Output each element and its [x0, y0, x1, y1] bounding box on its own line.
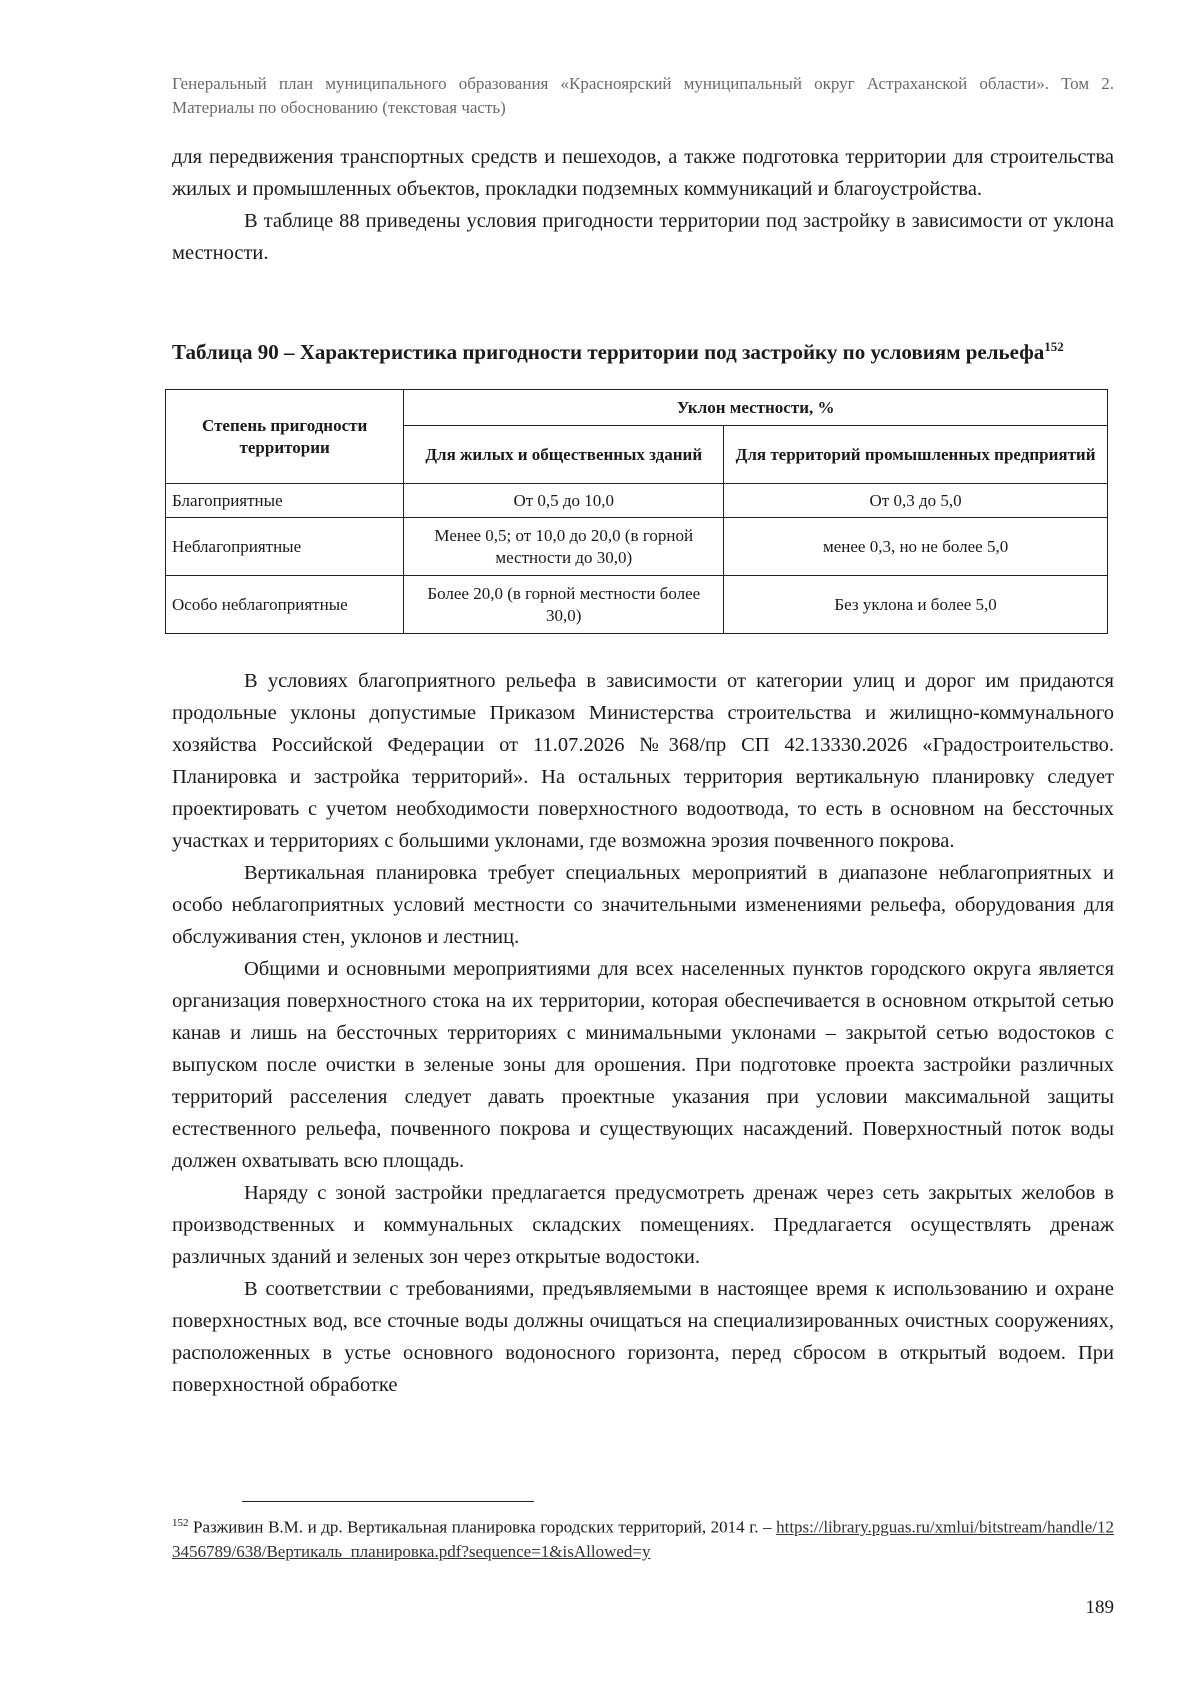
paragraph-7: В соответствии с требованиями, предъявляемыми в настоящее время к использованию и охране поверхностных вод, все сточные воды должны очищаться на специализированных очистных сооружениях, расположенных в устье основного водоносного горизонта, перед сбросом в открытый водоем. При поверхностной обработке — [172, 1278, 1114, 1396]
cell-industrial: Без уклона и более 5,0 — [724, 576, 1108, 634]
table-row — [166, 484, 1108, 518]
paragraph-1: для передвижения транспортных средств и пешеходов, а также подготовка территории для строительства жилых и промышленных объектов, прокладки подземных коммуникаций и благоустройства. — [172, 146, 1114, 200]
cell-residential: Более 20,0 (в горной местности более 30,0) — [404, 576, 724, 634]
cell-degree: Неблагоприятные — [166, 518, 404, 576]
header-slope-group: Уклон местности, % — [404, 390, 1108, 426]
cell-residential: От 0,5 до 10,0 — [404, 484, 724, 518]
running-header: Генеральный план муниципального образования «Красноярский муниципальный округ Астраханской области». Том 2. Материалы по обоснованию (текстовая часть) — [172, 74, 1114, 117]
header-industrial: Для территорий промышленных предприятий — [724, 426, 1108, 484]
footnote — [172, 1511, 1114, 1564]
table-row — [166, 518, 1108, 576]
table-row — [166, 576, 1108, 634]
paragraph-5: Общими и основными мероприятиями для всех населенных пунктов городского округа является организация поверхностного стока на их территории, которая обеспечивается в основном открытой сетью канав и лишь на бессточных территориях с минимальными уклонами – закрытой сетью водостоков с выпуском после очистки в зеленые зоны для орошения. При подготовке проекта застройки различных территорий расселения следует давать проектные указания при условии максимальной защиты естественного рельефа, почвенного покрова и существующих насаждений. Поверхностный поток воды должен охватывать всю площадь. — [172, 958, 1114, 1172]
header-residential: Для жилых и общественных зданий — [404, 426, 724, 484]
footnote-ref[interactable]: 152 — [1044, 339, 1064, 354]
paragraph-2: В таблице 88 приведены условия пригодности территории под застройку в зависимости от уклона местности. — [172, 210, 1114, 264]
header-degree: Степень пригодности территории — [166, 390, 404, 484]
paragraph-4: Вертикальная планировка требует специальных мероприятий в диапазоне неблагоприятных и особо неблагоприятных условий местности со значительными изменениями рельефа, оборудования для обслуживания стен, уклонов и лестниц. — [172, 862, 1114, 948]
table-caption — [172, 334, 1114, 365]
cell-residential: Менее 0,5; от 10,0 до 20,0 (в горной местности до 30,0) — [404, 518, 724, 576]
cell-degree: Особо неблагоприятные — [166, 576, 404, 634]
relief-suitability-table — [165, 389, 1108, 634]
page-number: 189 — [1085, 1597, 1114, 1618]
footnote-text: Разживин В.М. и др. Вертикальная планировка городских территорий, 2014 г. – — [193, 1517, 772, 1537]
footnote-link[interactable]: https://library.pguas.ru/xmlui/bitstream/handle/123456789/638/Вертикаль_планировка.pdf?sequence=1&isAllowed=y — [172, 1517, 1114, 1561]
table-caption-text: Таблица 90 – Характеристика пригодности территории под застройку по условиям рельефа — [172, 340, 1045, 364]
footnote-separator — [242, 1501, 534, 1502]
paragraph-3: В условиях благоприятного рельефа в зависимости от категории улиц и дорог им придаются продольные уклоны допустимые Приказом Министерства строительства и жилищно-коммунального хозяйства Российской Федерации от 11.07.2026 №368/пр СП 42.13330.2026 «Градостроительство. Планировка и застройка территорий». На остальных территория вертикальную планировку следует проектировать с учетом необходимости поверхностного водоотвода, то есть в основном на бессточных участках и территориях с большими уклонами, где возможна эрозия почвенного покрова. — [172, 670, 1114, 852]
footnote-number: 152 — [172, 1517, 189, 1529]
paragraph-6: Наряду с зоной застройки предлагается предусмотреть дренаж через сеть закрытых желобов в производственных и коммунальных складских помещениях. Предлагается осуществлять дренаж различных зданий и зеленых зон через открытые водостоки. — [172, 1182, 1114, 1268]
cell-degree: Благоприятные — [166, 484, 404, 518]
body-text-bottom — [172, 665, 1114, 1401]
cell-industrial: От 0,3 до 5,0 — [724, 484, 1108, 518]
cell-industrial: менее 0,3, но не более 5,0 — [724, 518, 1108, 576]
body-text-top — [172, 141, 1114, 269]
